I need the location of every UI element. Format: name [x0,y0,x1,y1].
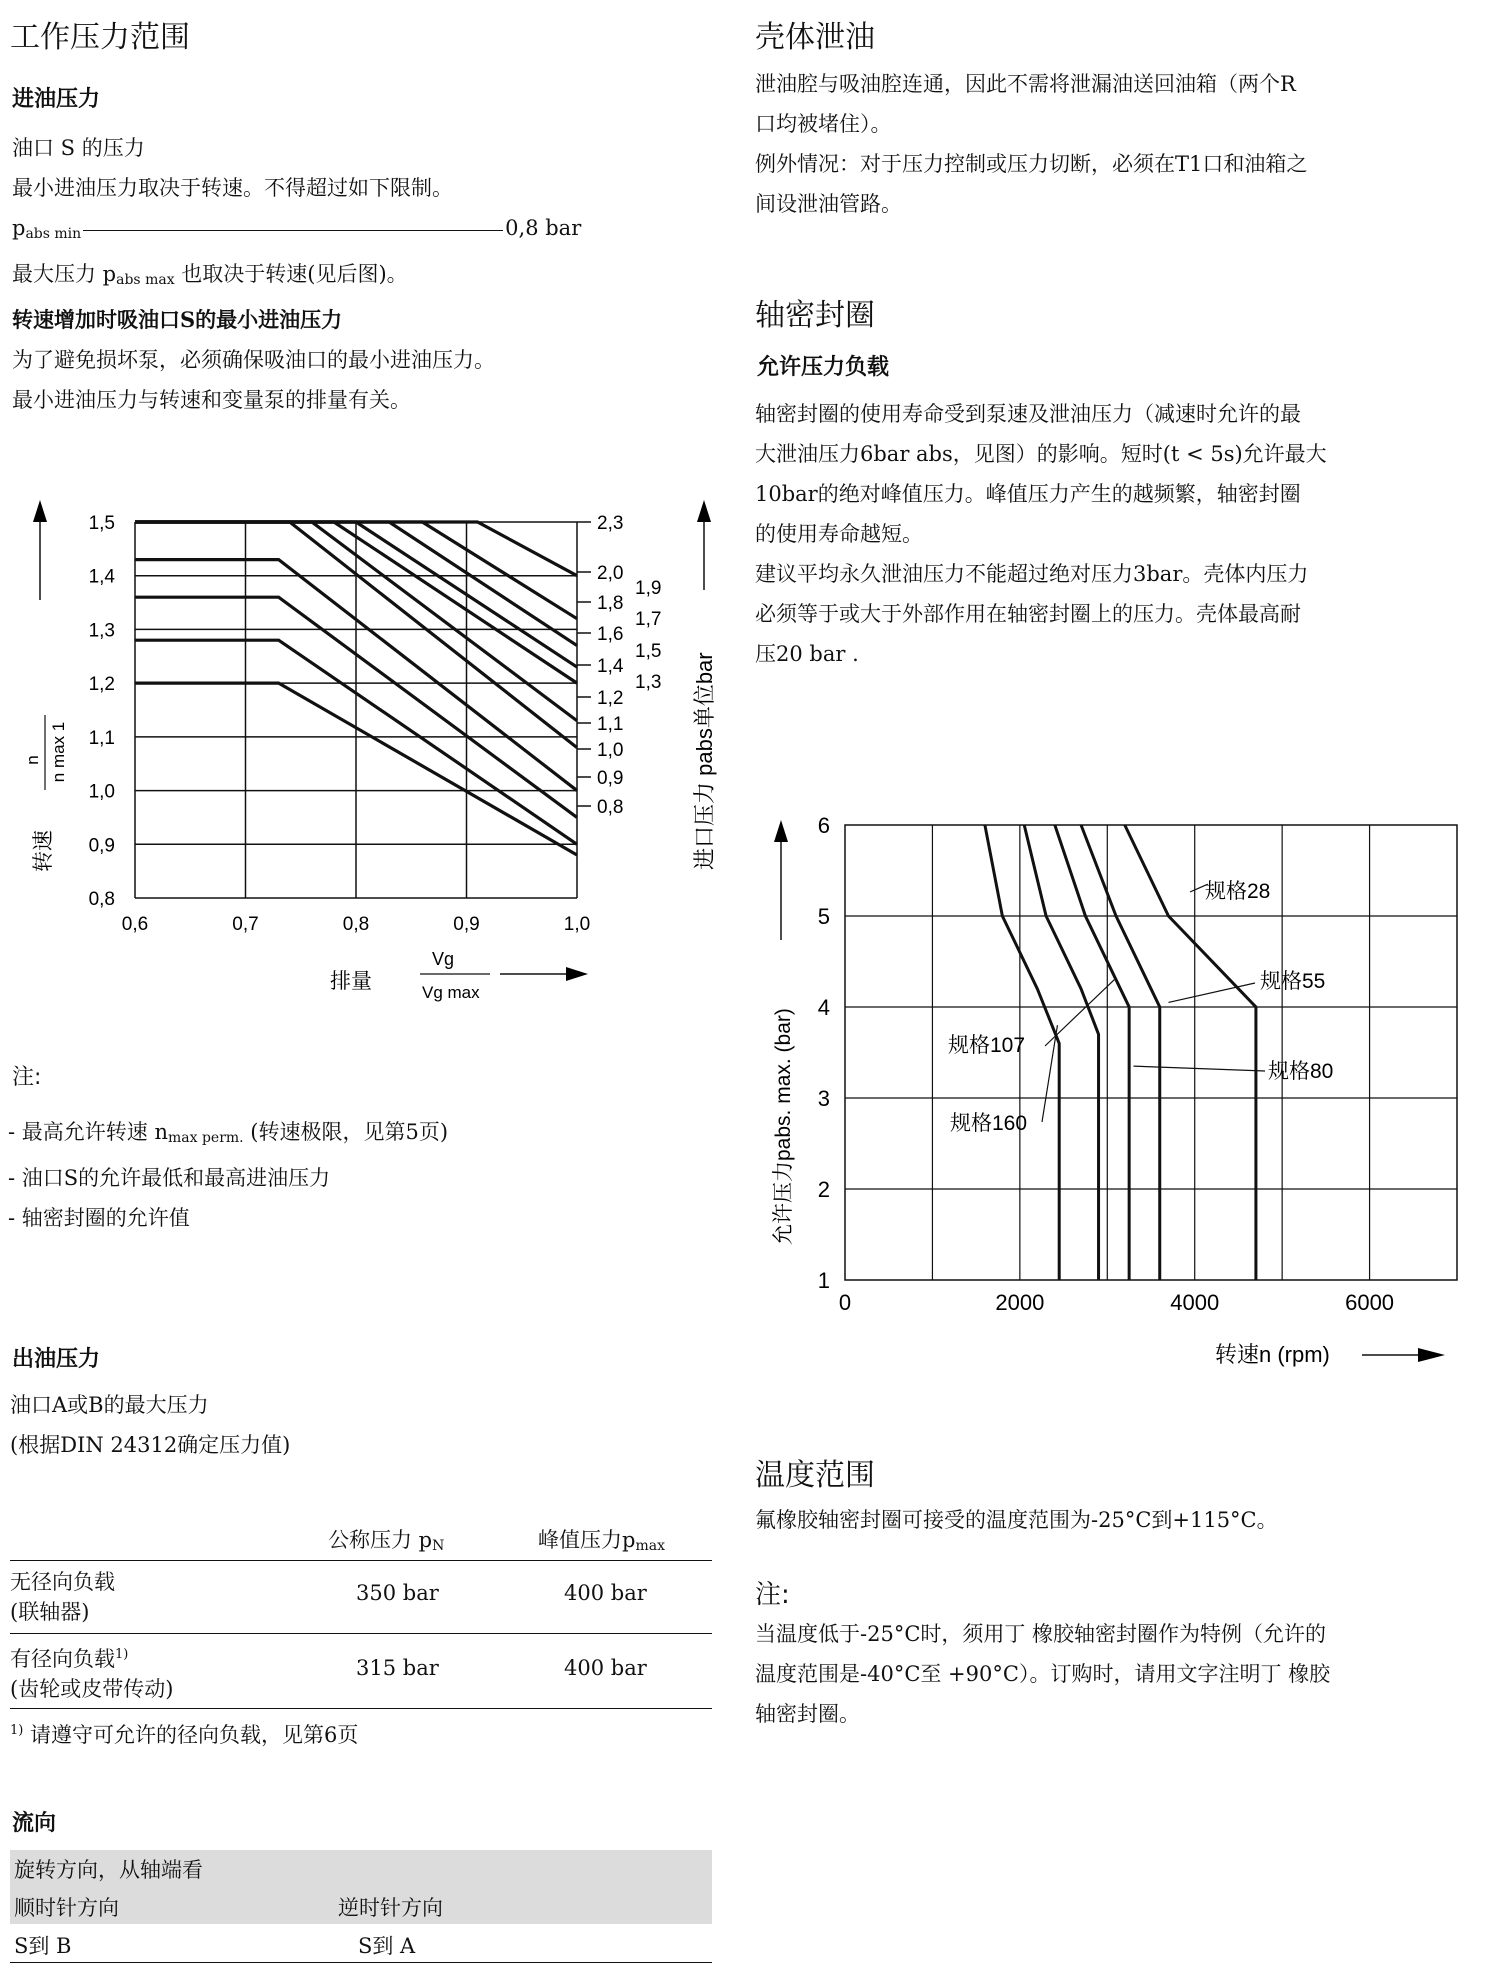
x-tick-label: 0,6 [121,914,149,935]
y2-tick-label: 2,0 [597,563,624,584]
table-footnote: $^{1)}$ 请遵守可允许的径向负载，见第6页 [10,1723,359,1747]
y2-tick-label: 1,6 [597,624,624,645]
speed-line: 为了避免损坏泵，必须确保吸油口的最小进油压力。 [12,348,495,372]
y-tick-label: 3 [817,1086,830,1111]
pressure-table [10,1520,712,1749]
y-tick-label: 2 [817,1177,830,1202]
series-label: 规格107 [948,1034,1026,1057]
temp-note-text: 当温度低于-25°C时，须用丁 橡胶轴密封圈作为特例（允许的 温度范围是-40°C至 +90°C）。订购时，请用文字注明丁 橡胶 轴密封圈。 [755,1622,1331,1726]
col-header-peak: 峰值压力$p_{max}$ [538,1528,665,1554]
y-tick-label: 1,0 [88,781,115,803]
seal-pressure-chart [750,800,1502,1400]
x-tick-label: 1,0 [563,914,591,935]
series-line [1024,825,1098,1280]
y-tick-label: 5 [817,904,830,929]
note-item: - 油口S的允许最低和最高进油压力 [8,1166,331,1190]
inlet-text [12,128,581,420]
y2-tick-label: 1,1 [597,714,624,735]
y2-tick-label: 1,4 [597,656,624,677]
y-tick-label: 1,2 [88,674,115,696]
y2-tick-label: 1,3 [635,672,662,693]
x-axis-label-text: 排量 [330,970,372,993]
x-tick-label: 0,9 [453,914,480,935]
y-tick-label: 1 [817,1268,830,1293]
y2-tick-label: 0,9 [597,768,624,789]
note-item: - 最高允许转速 $n_{max perm.}$ (转速极限，见第5页) [8,1120,449,1146]
speed-heading: 转速增加时吸油口S的最小进油压力 [12,307,343,332]
note-item: - 轴密封圈的允许值 [8,1206,190,1230]
col-header-nominal: 公称压力 $p_N$ [328,1528,445,1554]
x-axis-arrow-head [566,967,588,981]
y-axis-label [23,715,68,872]
y2-tick-label: 1,8 [597,593,624,614]
table-cell: 400 bar [564,1581,647,1605]
series-label: 规格55 [1260,970,1326,993]
y-axis-arrow-head [774,820,788,842]
seal-text: 轴密封圈的使用寿命受到泵速及泄油压力（减速时允许的最 大泄油压力6bar abs，见图）的影响。短时(t < 5s)允许最大 10bar的绝对峰值压力。峰值压力产生的越频繁，轴密封圈 的使用寿命越短。 建议平均永久泄油压力不能超过绝对压力3bar。壳体内压力 必须等于或大于外部作用在轴密封圈上的压力。壳体最高耐 压20 bar . [755,402,1327,666]
table-cell: 400 bar [564,1656,647,1680]
plot-frame [845,825,1457,1280]
pmax-line: 最大压力 $p_{abs max}$ 也取决于转速(见后图)。 [12,262,408,288]
x-tick-label: 0,8 [342,914,370,935]
flow-row: S到 B S到 A [10,1924,712,1963]
y2-tick-label: 0,8 [597,797,624,818]
y-tick-label: 0,8 [88,889,115,910]
leader-line [83,230,503,231]
y-axis-label-text: 转速 [32,830,55,872]
y2-tick-label: 1,5 [635,641,662,662]
table-cell: 315 bar [356,1656,439,1680]
outlet-line: 油口A或B的最大压力 [10,1393,209,1417]
speed-displacement-chart [0,490,740,1010]
table-header [10,1520,712,1561]
y2-tick-label: 1,7 [635,609,662,630]
temp-text: 氟橡胶轴密封圈可接受的温度范围为-25°C到+115°C。 [755,1508,1278,1532]
x-axis-frac-den: Vg max [422,983,480,1002]
y2-tick-label: 1,2 [597,688,624,709]
series-line [1081,825,1160,1280]
x-axis-label-text: 转速n (rpm) [1215,1342,1330,1367]
x-tick-label: 0 [838,1290,852,1315]
section-title-case-drain: 壳体泄油 [755,20,875,55]
outlet-text [10,1385,290,1465]
speed-line: 最小进油压力与转速和变量泵的排量有关。 [12,388,411,412]
table-row: 无径向负载 (联轴器) 350 bar 400 bar [10,1561,712,1634]
inlet-heading: 进油压力 [12,87,101,112]
x-axis-frac-num: Vg [432,949,455,969]
note-heading: 注: [12,1065,42,1090]
flow-header: 旋转方向，从轴端看 顺时针方向 逆时针方向 [10,1850,712,1924]
x-tick-label: 4000 [1170,1290,1220,1315]
notes-list [8,1112,448,1238]
section-title-working-pressure: 工作压力范围 [10,20,190,55]
callout-leader [1042,1025,1057,1122]
x-tick-label: 6000 [1345,1290,1395,1315]
inlet-line: 油口 S 的压力 [12,136,145,160]
y-tick-label: 1,4 [88,566,115,588]
case-text: 泄油腔与吸油腔连通，因此不需将泄漏油送回油箱（两个R 口均被堵住）。 例外情况：对于压力控制或压力切断，必须在T1口和油箱之 间设泄油管路。 [755,72,1308,216]
y-tick-label: 0,9 [88,835,115,857]
y-tick-label: 1,5 [88,513,115,534]
y-axis-label [772,1008,795,1245]
x-tick-label: 0,7 [232,914,259,935]
temp-note-heading: 注: [755,1580,790,1610]
series-label: 规格80 [1268,1060,1334,1083]
y-axis-frac-den: n max 1 [49,721,68,783]
y-axis-frac-num: n [23,755,42,765]
seal-subheading: 允许压力负载 [757,355,890,380]
x-axis-arrow-head [1418,1348,1445,1362]
y-tick-label: 4 [817,995,830,1020]
y-tick-label: 1,3 [88,620,115,642]
series-line [1055,825,1129,1280]
section-title-temperature: 温度范围 [755,1458,875,1493]
y2-tick-label: 2,3 [597,513,624,534]
series-label: 规格160 [950,1112,1028,1135]
section-title-shaft-seal: 轴密封圈 [755,298,875,333]
y-axis-label-text: 允许压力pabs. max. (bar) [772,1008,795,1245]
x-tick-label: 2000 [995,1290,1045,1315]
y-tick-label: 1,1 [88,727,115,749]
y2-axis-arrow-head [697,500,711,522]
inlet-line: 最小进油压力取决于转速。不得超过如下限制。 [12,176,453,200]
y-axis-arrow-head [33,500,47,522]
series-label: 规格28 [1205,880,1271,903]
table-cell: 350 bar [356,1581,439,1605]
callout-leader [1134,1066,1265,1071]
flow-table [10,1850,712,1963]
outlet-heading: 出油压力 [12,1347,101,1372]
flow-heading: 流向 [12,1811,57,1836]
table-row: 有径向负载$^{1)}$ (齿轮或皮带传动) 315 bar 400 bar [10,1634,712,1709]
y2-axis-label-text: 进口压力 pabs单位bar [692,652,717,870]
y2-tick-label: 1,9 [635,578,662,599]
y-tick-label: 6 [817,813,830,838]
y2-tick-label: 1,0 [597,740,624,761]
outlet-line: (根据DIN 24312确定压力值) [10,1433,291,1457]
pabs-min-line: $p_{abs min}$ 0,8 bar [12,216,582,242]
y2-axis-label [692,652,717,870]
